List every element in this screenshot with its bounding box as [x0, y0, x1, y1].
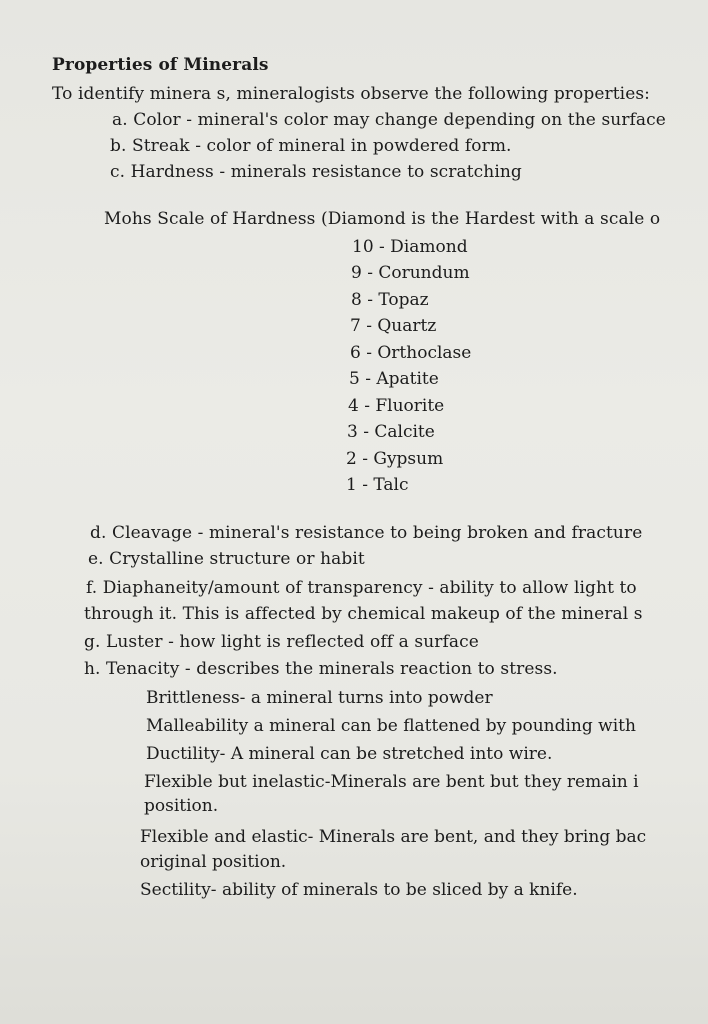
tenacity-ductility: Ductility- A mineral can be stretched into wire. — [146, 744, 553, 764]
intro-text: To identify minera s, mineralogists observe the following properties: — [52, 84, 651, 104]
mohs-item: 3 - Calcite — [347, 422, 435, 442]
mohs-item: 4 - Fluorite — [348, 396, 445, 416]
mohs-item: 1 - Talc — [346, 475, 409, 495]
mohs-item: 6 - Orthoclase — [350, 343, 472, 363]
property-diaphaneity-continued: through it. This is affected by chemical makeup of the mineral s — [84, 604, 643, 624]
property-streak: b. Streak - color of mineral in powdered form. — [110, 136, 512, 156]
tenacity-flexible-elastic: Flexible and elastic- Minerals are bent, and they bring bac — [140, 827, 647, 847]
tenacity-flexible-elastic-continued: original position. — [140, 852, 287, 872]
property-diaphaneity: f. Diaphaneity/amount of transparency - ability to allow light to — [86, 578, 637, 598]
property-luster: g. Luster - how light is reflected off a surface — [84, 632, 479, 652]
mohs-item: 7 - Quartz — [350, 316, 437, 336]
mohs-item: 8 - Topaz — [351, 290, 429, 310]
property-cleavage: d. Cleavage - mineral's resistance to being broken and fracture — [90, 523, 643, 543]
property-crystalline-structure: e. Crystalline structure or habit — [88, 549, 365, 569]
tenacity-flexible-inelastic-continued: position. — [144, 796, 219, 816]
mohs-item: 10 - Diamond — [352, 237, 468, 257]
mohs-item: 9 - Corundum — [351, 263, 470, 283]
page-title: Properties of Minerals — [52, 55, 269, 75]
property-hardness: c. Hardness - minerals resistance to scratching — [110, 162, 522, 182]
mohs-item: 2 - Gypsum — [346, 449, 444, 469]
property-tenacity: h. Tenacity - describes the minerals reaction to stress. — [84, 659, 558, 679]
tenacity-brittleness: Brittleness- a mineral turns into powder — [146, 688, 493, 708]
mohs-item: 5 - Apatite — [349, 369, 439, 389]
tenacity-malleability: Malleability a mineral can be flattened by pounding with — [146, 716, 636, 736]
mohs-scale-heading: Mohs Scale of Hardness (Diamond is the Hardest with a scale o — [104, 209, 661, 229]
tenacity-sectility: Sectility- ability of minerals to be sliced by a knife. — [140, 880, 578, 900]
property-color: a. Color - mineral's color may change depending on the surface — [112, 110, 666, 130]
tenacity-flexible-inelastic: Flexible but inelastic-Minerals are bent but they remain i — [144, 772, 639, 792]
